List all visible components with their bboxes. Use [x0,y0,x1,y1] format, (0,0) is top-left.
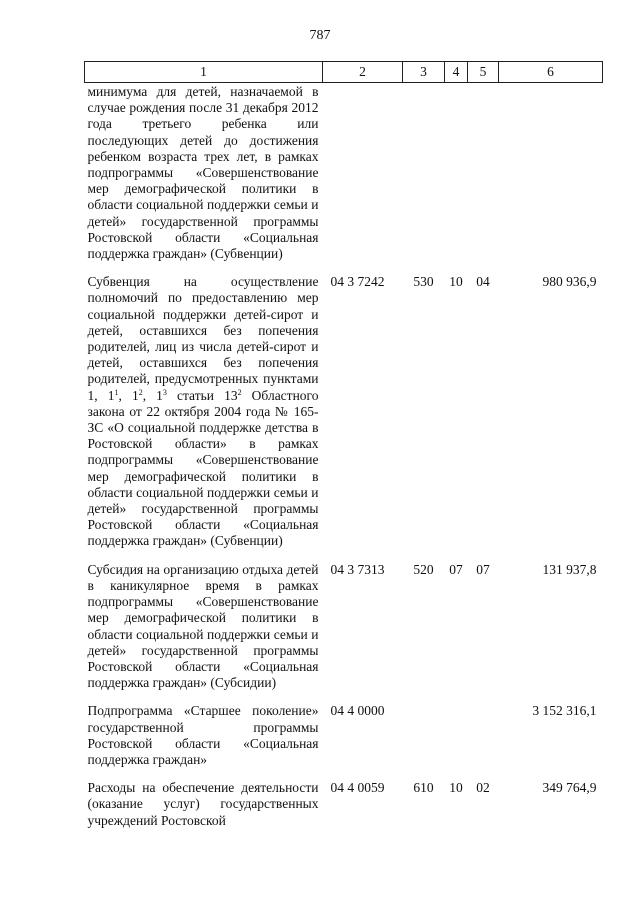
row-subsection: 02 [476,780,490,796]
row-description: минимума для детей, назначаемой в случае рождения после 31 декабря 2012 года третьего ребенка или последующих детей до достижения ребенком возраста трех лет, в рамках подпрограммы «Совершенствование мер демографической политики в области социальной поддержки семьи и детей» государственной программы Ростовской области «Социальная поддержка граждан» (Субвенции) [87,84,319,262]
header-col-6: 6 [499,62,603,83]
row-amount: 349 764,9 [542,780,597,796]
table-row [85,550,603,692]
row-subsection [468,691,499,768]
budget-table [84,61,603,829]
header-col-5: 5 [468,62,499,83]
row-section [445,691,468,768]
row-section: 10 [449,274,463,290]
row-target-code: 04 4 0000 [330,703,385,719]
row-subsection: 07 [476,561,490,577]
row-section: 10 [449,780,463,796]
header-col-3: 3 [403,62,445,83]
row-amount: 3 152 316,1 [532,703,597,719]
row-description: Субсидия на организацию отдыха детей в каникулярное время в рамках подпрограммы «Совершенствование мер демографической политики в области социальной поддержки семьи и детей» государственной программы Ростовской области «Социальная поддержка граждан» (Субсидии) [87,561,319,691]
row-amount: 980 936,9 [542,274,597,290]
row-description: Субвенция на осуществление полномочий по предоставлению мер социальной поддержки детей-сирот и детей, оставшихся без попечения родителей, лиц из числа детей-сирот и детей, оставшихся без попечения родителей, предусмотренных пунктами 1, $1^1$, $1^2$, $1^3$ статьи $13^2$ Областного закона от 22 октября 2004 года № 165-ЗС «О социальной поддержке детства в Ростовской области» в рамках подпрограммы «Совершенствование мер демографической политики в области социальной поддержки семьи и детей» государственной программы Ростовской области «Социальная поддержка граждан» (Субвенции) [87,274,319,549]
table-row-continuation [85,83,603,263]
row-expense-type: 520 [413,561,434,577]
row-expense-type: 610 [413,780,434,796]
table-row [85,768,603,829]
row-description: Расходы на обеспечение деятельности (оказание услуг) государственных учреждений Ростовской [87,780,319,828]
row-expense-type: 530 [413,274,434,290]
row-subsection: 04 [476,274,490,290]
row-target-code: 04 3 7242 [330,274,385,290]
page-number: 787 [309,28,331,43]
row-section: 07 [449,561,463,577]
header-col-4: 4 [445,62,468,83]
row-expense-type [403,691,445,768]
header-col-2: 2 [323,62,403,83]
row-target-code: 04 4 0059 [330,780,385,796]
header-col-1: 1 [85,62,323,83]
table-row [85,691,603,768]
row-description: Подпрограмма «Старшее поколение» государственной программы Ростовской области «Социальная поддержка граждан» [87,703,319,767]
table-row [85,262,603,549]
row-amount: 131 937,8 [542,561,597,577]
table-header [85,62,603,83]
row-target-code: 04 3 7313 [330,561,385,577]
